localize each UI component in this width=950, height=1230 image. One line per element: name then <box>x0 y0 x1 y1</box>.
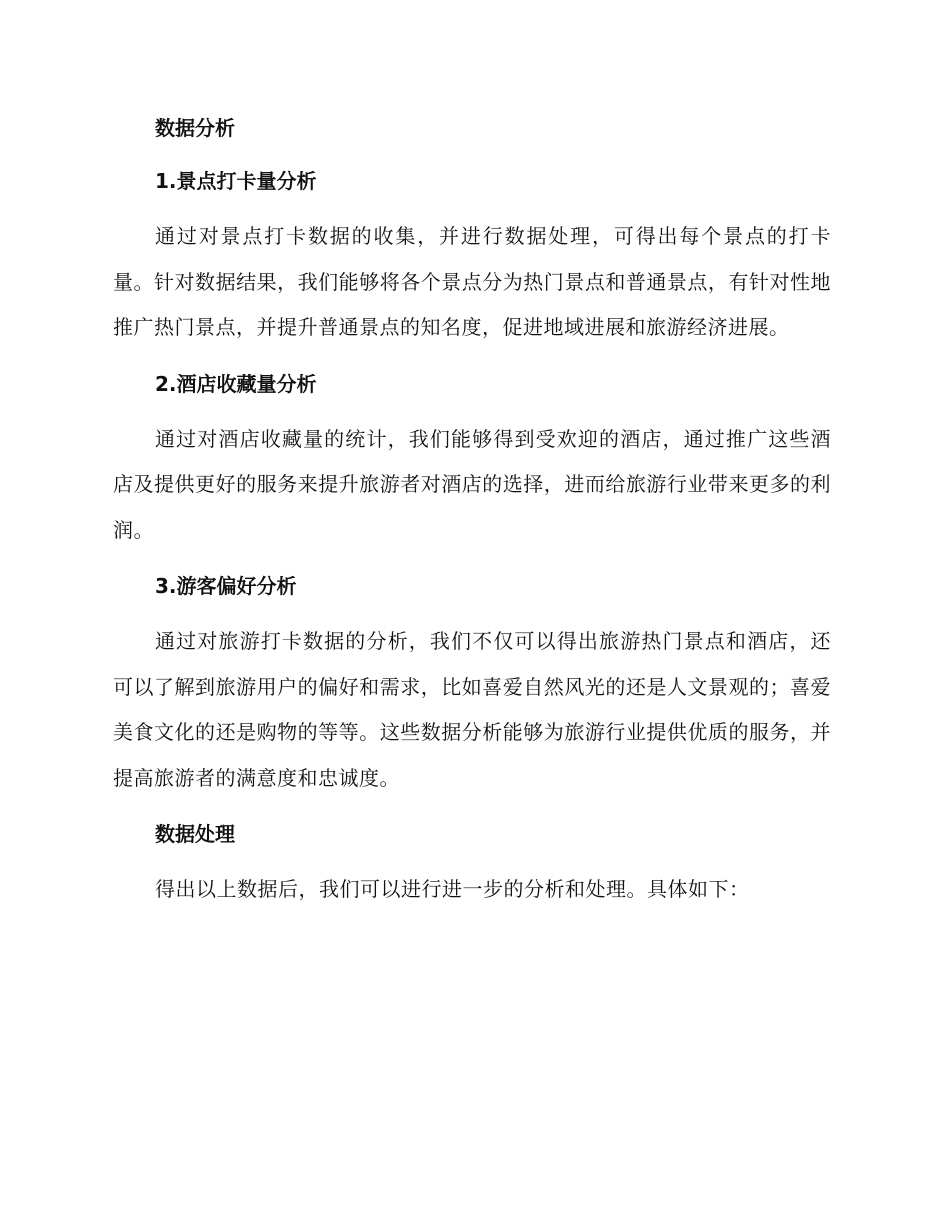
section-heading-data-analysis: 数据分析 <box>155 116 235 140</box>
subheading-visitor-preference: 3.游客偏好分析 <box>155 574 297 598</box>
paragraph-hotel-favorites: 通过对酒店收藏量的统计，我们能够得到受欢迎的酒店，通过推广这些酒店及提供更好的服务来提升旅游者对酒店的选择，进而给旅游行业带来更多的利润。 <box>113 426 831 542</box>
paragraph-visitor-preference: 通过对旅游打卡数据的分析，我们不仅可以得出旅游热门景点和酒店，还可以了解到旅游用户的偏好和需求，比如喜爱自然风光的还是人文景观的；喜爱美食文化的还是购物的等等。这些数据分析能够为旅游行业提供优质的服务，并提高旅游者的满意度和忠诚度。 <box>113 629 831 790</box>
subheading-hotel-favorites: 2.酒店收藏量分析 <box>155 371 317 396</box>
paragraph-data-processing: 得出以上数据后，我们可以进行进一步的分析和处理。具体如下： <box>155 877 750 901</box>
section-heading-data-processing: 数据处理 <box>155 822 235 846</box>
paragraph-scenic-checkin: 通过对景点打卡数据的收集，并进行数据处理，可得出每个景点的打卡量。针对数据结果，我们能够将各个景点分为热门景点和普通景点，有针对性地推广热门景点，并提升普通景点的知名度，促进地域进展和旅游经济进展。 <box>113 224 831 339</box>
document-page <box>113 108 831 913</box>
subheading-scenic-checkin: 1.景点打卡量分析 <box>155 169 317 193</box>
